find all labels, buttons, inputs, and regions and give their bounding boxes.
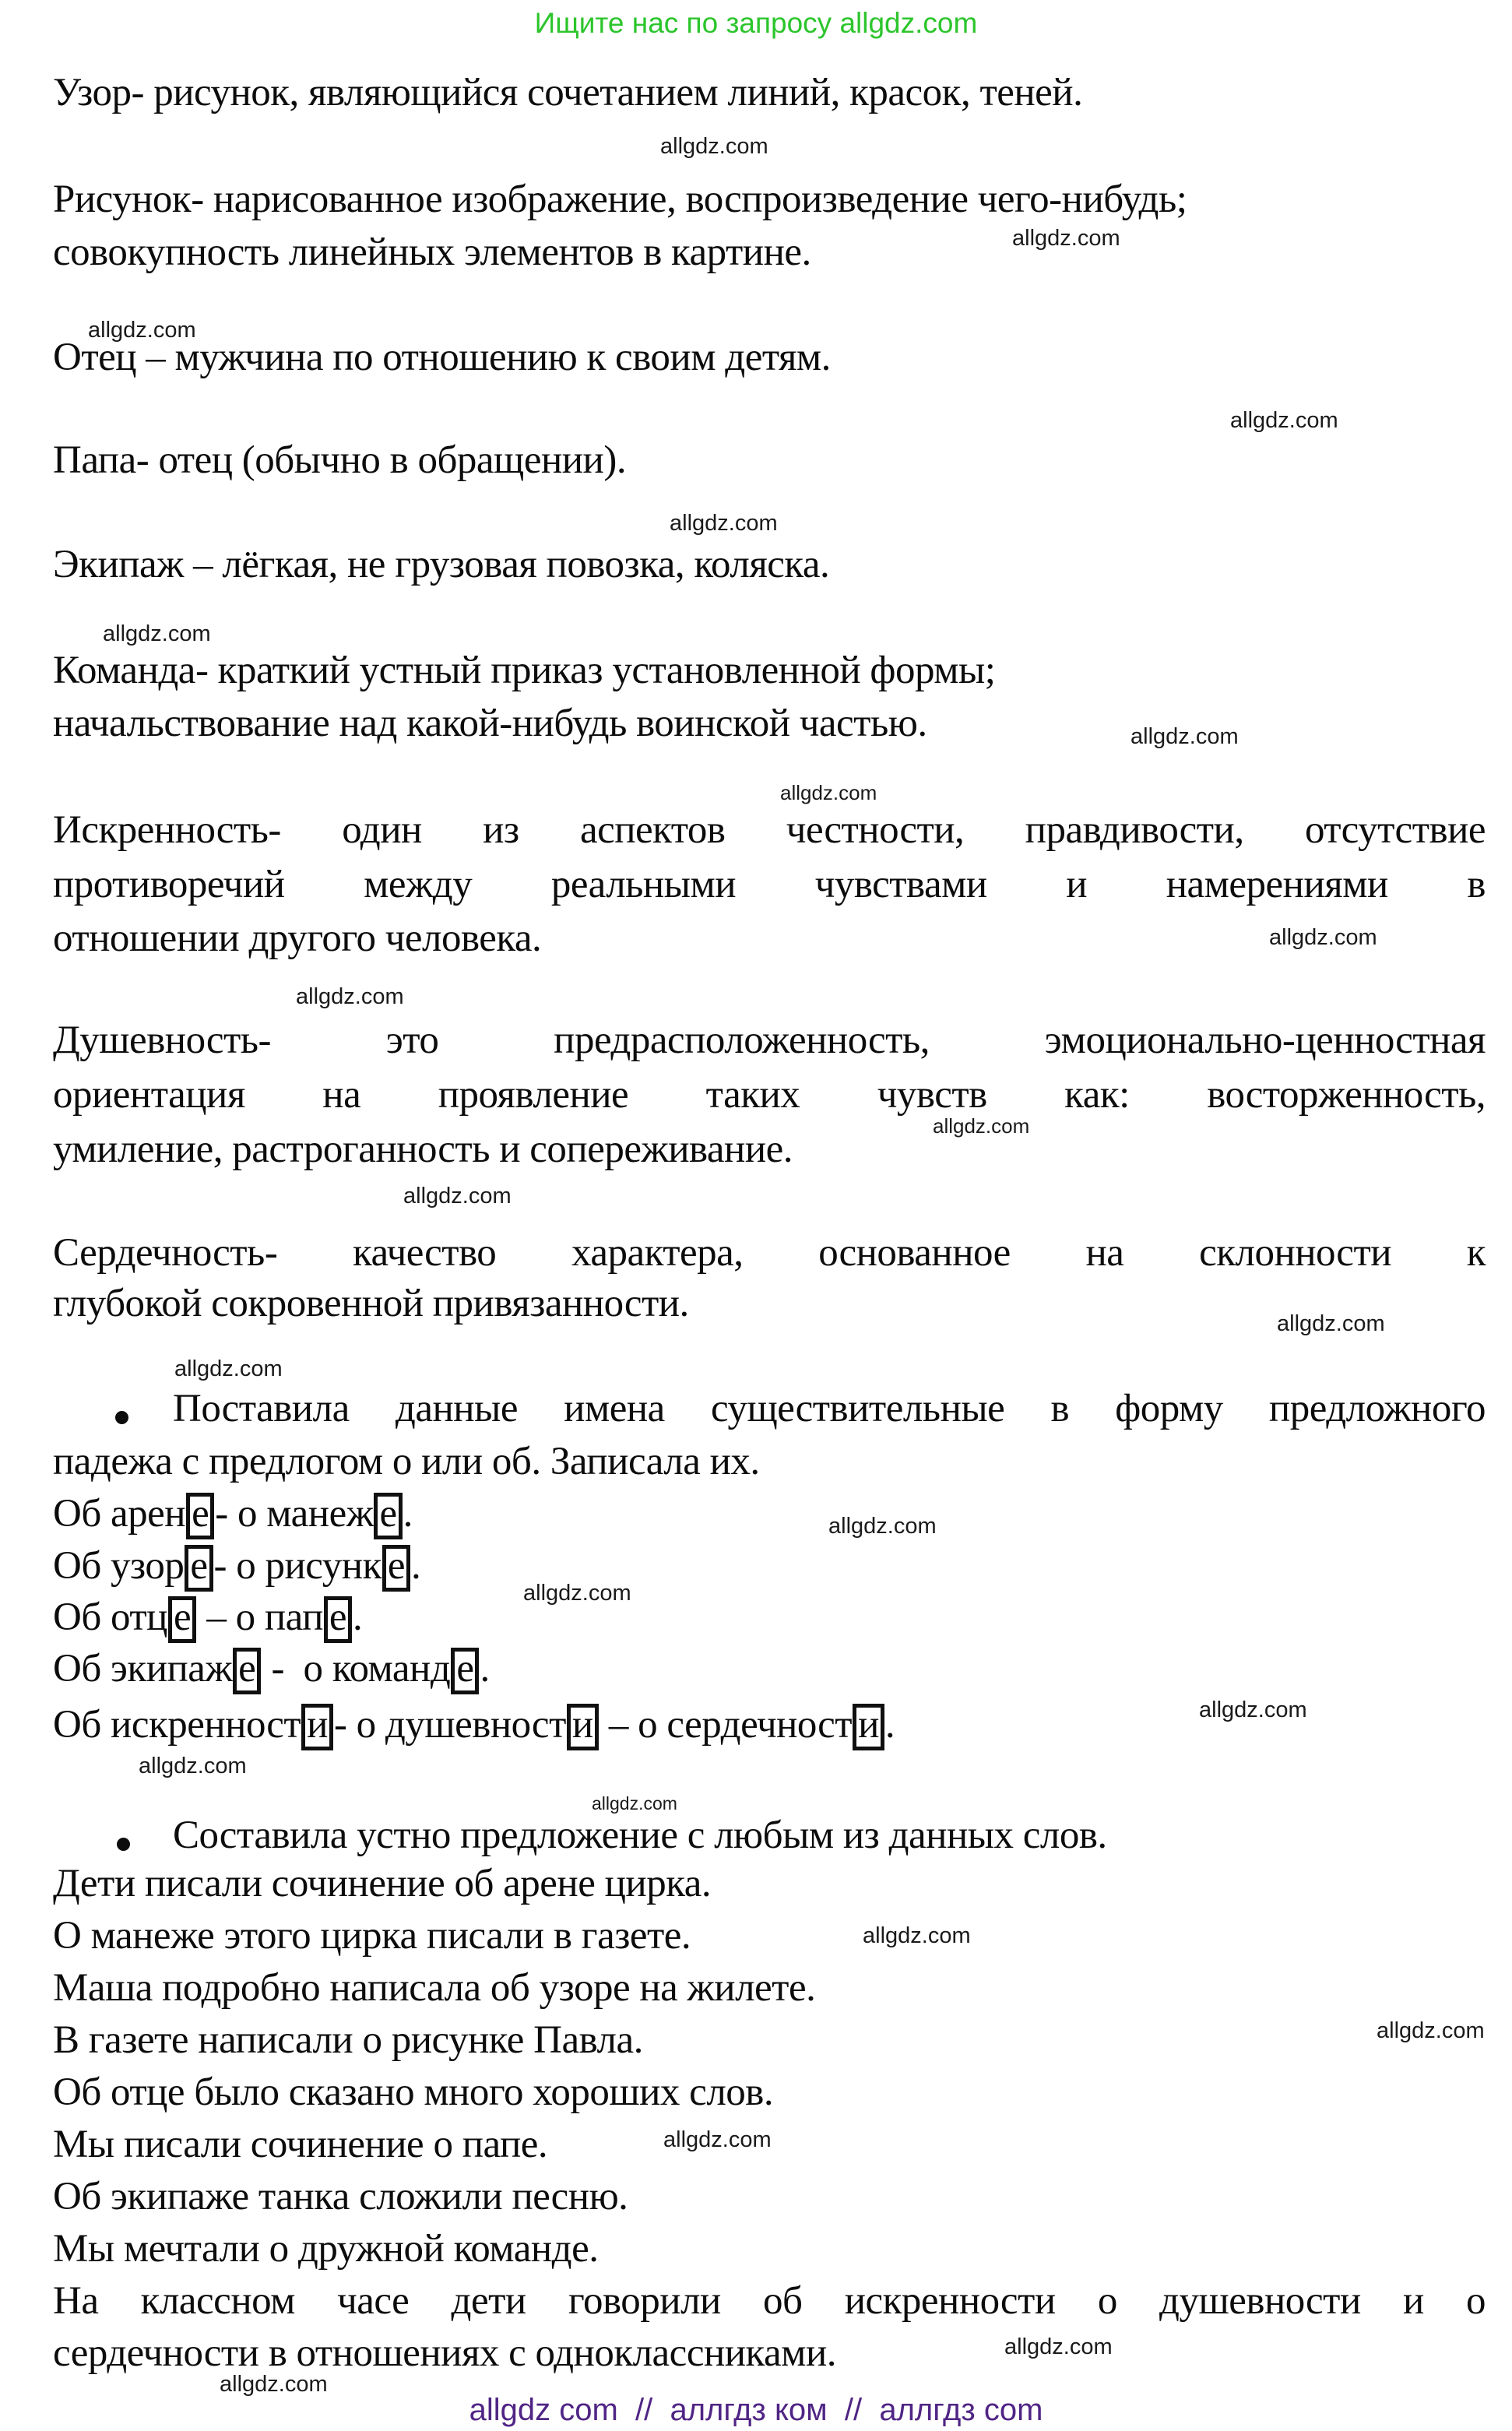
watermark-text: allgdz.com: [660, 134, 768, 159]
orthogram-box: е: [374, 1493, 402, 1539]
watermark-text: allgdz.com: [1012, 226, 1120, 251]
watermark-text: allgdz.com: [1277, 1311, 1385, 1336]
sentence-line: В газете написали о рисунке Павла.: [53, 2018, 643, 2062]
sentence-line: Маша подробно написала об узоре на жилете.: [53, 1966, 816, 2010]
definition-line: Душевность- это предрасположенность, эмоционально-ценностная: [53, 1018, 1486, 1062]
definition-line: Искренность- один из аспектов честности, правдивости, отсутствие: [53, 808, 1486, 852]
watermark-text: allgdz.com: [863, 1923, 971, 1948]
footer-links: allgdz com // аллгдз ком // аллгдз com: [469, 2393, 1043, 2427]
orthogram-box: и: [301, 1704, 333, 1750]
sentence-line: Об отце было сказано много хороших слов.: [53, 2070, 774, 2114]
definition-line: умиление, растроганность и сопереживание.: [53, 1128, 793, 1171]
watermark-text: allgdz.com: [1199, 1697, 1307, 1722]
definition-line: Экипаж – лёгкая, не грузовая повозка, коляска.: [53, 543, 830, 586]
orthogram-box: е: [186, 1493, 214, 1539]
definition-line: Рисунок- нарисованное изображение, воспроизведение чего-нибудь;: [53, 178, 1187, 221]
watermark-text: allgdz.com: [523, 1581, 631, 1606]
orthogram-box: е: [185, 1545, 213, 1592]
sentence-line: сердечности в отношениях с одноклассниками.: [53, 2331, 836, 2375]
watermark-text: allgdz.com: [88, 318, 196, 343]
definition-line: ориентация на проявление таких чувств как: восторженность,: [53, 1073, 1486, 1117]
watermark-text: allgdz.com: [828, 1514, 937, 1539]
case-pair-line: Об арен е - о манеж е .: [53, 1488, 413, 1540]
watermark-text: allgdz.com: [103, 621, 211, 646]
case-pair-line: Об экипаж е - о команд е .: [53, 1643, 490, 1695]
orthogram-box: е: [451, 1648, 479, 1694]
watermark-text: allgdz.com: [1377, 2018, 1485, 2043]
definition-line: Команда- краткий устный приказ установленной формы;: [53, 649, 996, 692]
definition-line: противоречий между реальными чувствами и намерениями в: [53, 863, 1486, 906]
sentence-line: Мы мечтали о дружной команде.: [53, 2227, 599, 2271]
sentence-line: На классном часе дети говорили об искренности о душевности и о: [53, 2279, 1486, 2323]
definition-line: Сердечность- качество характера, основанное на склонности к: [53, 1231, 1486, 1275]
task-instruction-line: падежа с предлогом о или об. Записала их.: [53, 1440, 760, 1483]
watermark-text: allgdz.com: [1230, 408, 1338, 433]
bullet-dot: [115, 1411, 128, 1424]
definition-line: отношении другого человека.: [53, 916, 542, 960]
case-pair-line: Об искренност и - о душевност и – о сердечност и .: [53, 1699, 895, 1751]
case-pair-line: Об узор е - о рисунк е .: [53, 1540, 420, 1592]
task-instruction-line: Составила устно предложение с любым из данных слов.: [173, 1814, 1107, 1857]
definition-line: Папа- отец (обычно в обращении).: [53, 438, 627, 482]
orthogram-box: е: [168, 1596, 196, 1643]
definition-line: Узор- рисунок, являющийся сочетанием линий, красок, теней.: [53, 71, 1083, 114]
watermark-text: allgdz.com: [933, 1114, 1030, 1138]
definition-line: совокупность линейных элементов в картине.: [53, 230, 811, 274]
definition-line: глубокой сокровенной привязанности.: [53, 1282, 689, 1325]
watermark-text: allgdz.com: [139, 1754, 247, 1778]
definition-line: начальствование над какой-нибудь воинской частью.: [53, 702, 927, 745]
orthogram-box: е: [382, 1545, 410, 1592]
orthogram-box: и: [853, 1704, 884, 1750]
watermark-text: allgdz.com: [780, 781, 877, 804]
orthogram-box: е: [233, 1648, 261, 1694]
watermark-text: allgdz.com: [592, 1793, 677, 1814]
sentence-line: Об экипаже танка сложили песню.: [53, 2175, 628, 2218]
case-pair-line: Об отц е – о пап е .: [53, 1592, 362, 1644]
sentence-line: Мы писали сочинение о папе.: [53, 2123, 548, 2166]
sentence-line: Дети писали сочинение об арене цирка.: [53, 1862, 712, 1905]
orthogram-box: е: [324, 1596, 352, 1643]
orthogram-box: и: [567, 1704, 599, 1750]
promo-header: Ищите нас по запросу allgdz.com: [534, 7, 978, 39]
watermark-text: allgdz.com: [403, 1184, 512, 1208]
watermark-text: allgdz.com: [174, 1356, 283, 1381]
watermark-text: allgdz.com: [663, 2127, 772, 2152]
watermark-text: allgdz.com: [1269, 925, 1377, 950]
watermark-text: allgdz.com: [296, 984, 404, 1009]
bullet-dot: [117, 1838, 130, 1851]
definition-line: Отец – мужчина по отношению к своим детям.: [53, 336, 831, 379]
watermark-text: allgdz.com: [1130, 724, 1239, 749]
watermark-text: allgdz.com: [220, 2372, 328, 2397]
sentence-line: О манеже этого цирка писали в газете.: [53, 1914, 691, 1958]
task-instruction-line: Поставила данные имена существительные в форму предложного: [173, 1387, 1486, 1430]
watermark-text: allgdz.com: [670, 511, 778, 536]
watermark-text: allgdz.com: [1004, 2334, 1113, 2359]
